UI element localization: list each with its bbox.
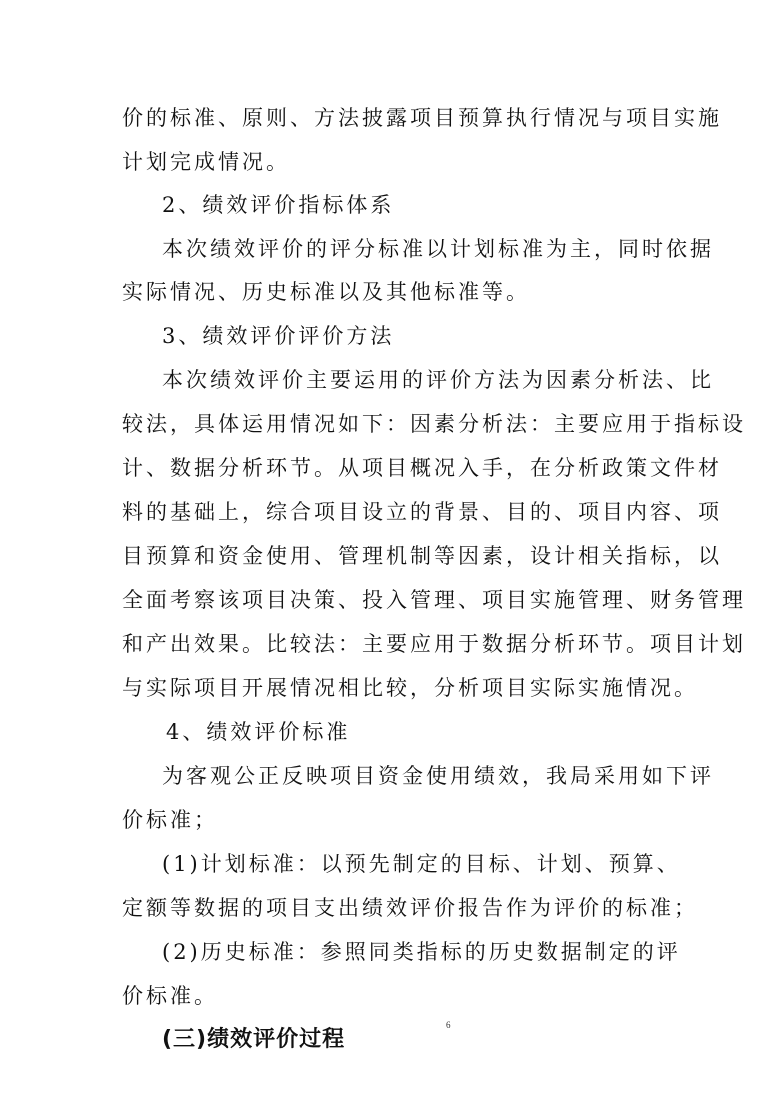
list-item-line: (1)计划标准：以预先制定的目标、计划、预算、 (162, 852, 681, 876)
body-text-line: 较法，具体运用情况如下：因素分析法：主要应用于指标设 (122, 412, 746, 436)
page-number: 6 (446, 1020, 451, 1030)
body-text-line: 本次绩效评价主要运用的评价方法为因素分析法、比 (162, 368, 714, 392)
body-text-line: 计、数据分析环节。从项目概况入手，在分析政策文件材 (122, 456, 722, 480)
body-text-line: 实际情况、历史标准以及其他标准等。 (122, 280, 530, 304)
body-text-line: 定额等数据的项目支出绩效评价报告作为评价的标准； (122, 896, 698, 920)
body-text-line: 价标准； (122, 808, 218, 832)
body-text-line: 计划完成情况。 (122, 150, 290, 174)
body-text-line: 目预算和资金使用、管理机制等因素，设计相关指标，以 (122, 544, 722, 568)
chapter-heading: (三)绩效评价过程 (162, 1027, 346, 1052)
list-item-line: (2)历史标准：参照同类指标的历史数据制定的评 (162, 940, 681, 964)
body-text-line: 全面考察该项目决策、投入管理、项目实施管理、财务管理 (122, 588, 746, 612)
body-text-line: 料的基础上，综合项目设立的背景、目的、项目内容、项 (122, 500, 722, 524)
section-heading: 4、绩效评价标准 (166, 720, 351, 744)
section-heading: 2、绩效评价指标体系 (162, 193, 395, 217)
section-heading: 3、绩效评价评价方法 (162, 324, 395, 348)
body-text-line: 价标准。 (122, 984, 218, 1008)
body-text-line: 为客观公正反映项目资金使用绩效，我局采用如下评 (162, 764, 714, 788)
body-text-line: 与实际项目开展情况相比较，分析项目实际实施情况。 (122, 676, 698, 700)
body-text-line: 本次绩效评价的评分标准以计划标准为主，同时依据 (162, 237, 714, 261)
body-text-line: 价的标准、原则、方法披露项目预算执行情况与项目实施 (122, 106, 722, 130)
body-text-line: 和产出效果。比较法：主要应用于数据分析环节。项目计划 (122, 632, 746, 656)
